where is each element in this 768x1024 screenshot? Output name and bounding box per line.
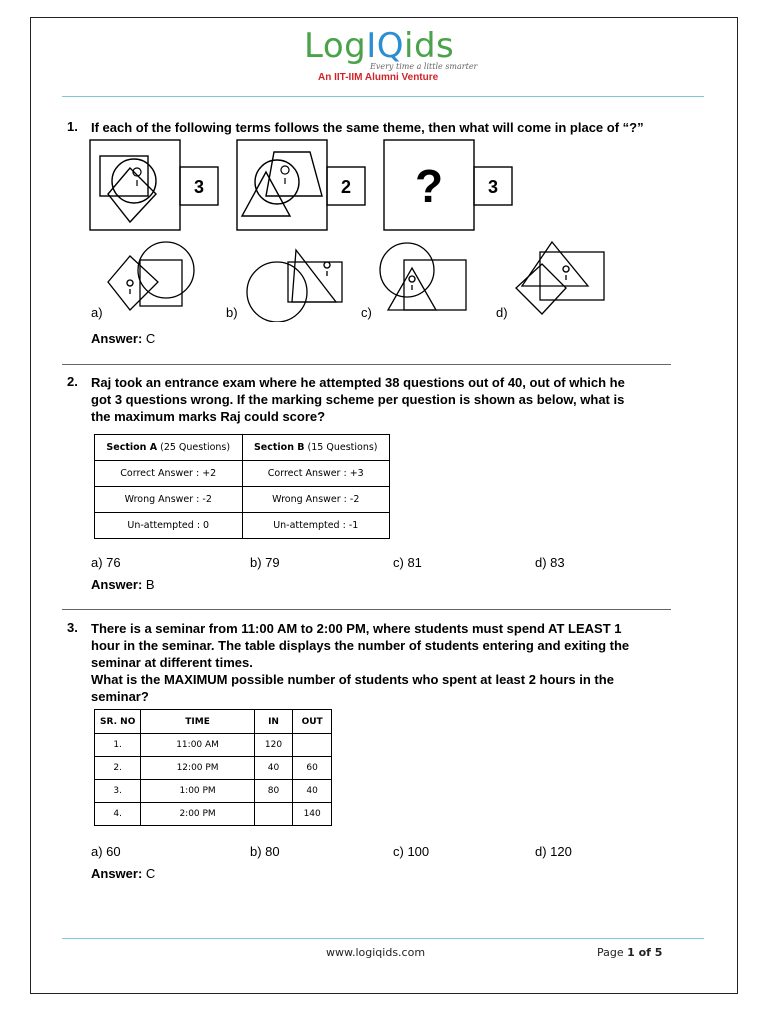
table-row (95, 757, 332, 780)
table-row (95, 780, 332, 803)
q1-term1-number: 3 (193, 177, 205, 197)
q1-term3-number: 3 (487, 177, 499, 197)
table-cell: 140 (293, 803, 332, 826)
q1-option-d: d) (496, 305, 508, 320)
table-header-cell: OUT (293, 710, 332, 734)
table-cell (254, 803, 293, 826)
q1-option-a: a) (91, 305, 103, 320)
q2-answer (91, 577, 155, 592)
table-row (95, 461, 390, 487)
table-cell: 1. (95, 734, 141, 757)
q2-text (91, 374, 691, 425)
q2-number: 2. (67, 374, 78, 389)
table-header-cell: Section B (15 Questions) (242, 435, 390, 461)
table-row (95, 513, 390, 539)
q1-number: 1. (67, 119, 78, 134)
q3-answer (91, 866, 155, 881)
table-cell: 120 (254, 734, 293, 757)
q2-option-c: c) 81 (393, 555, 422, 570)
logo-tagline: Every time a little smarter (370, 62, 478, 71)
table-header-row (95, 435, 390, 461)
table-cell: 60 (293, 757, 332, 780)
q2-answer-label: Answer: (91, 577, 143, 592)
footer-url[interactable]: www.logiqids.com (326, 946, 426, 959)
q3-text-line: There is a seminar from 11:00 AM to 2:00 PM, where students must spend AT LEAST 1 (91, 621, 622, 636)
table-row (95, 803, 332, 826)
q1-option-a-figure (108, 242, 194, 310)
table-cell: Wrong Answer : -2 (95, 487, 243, 513)
table-header-cell: IN (254, 710, 293, 734)
table-cell: Wrong Answer : -2 (242, 487, 390, 513)
table-cell: 80 (254, 780, 293, 803)
q1-option-d-figure (516, 242, 604, 314)
q2-text-line: Raj took an entrance exam where he attempted 38 questions out of 40, out of which he (91, 375, 625, 390)
q1-option-b: b) (226, 305, 238, 320)
logo-iq-accent: IQ (366, 26, 405, 66)
footer-divider (62, 938, 704, 939)
q3-text-line: seminar? (91, 689, 149, 704)
table-row (95, 487, 390, 513)
q2-text-line: got 3 questions wrong. If the marking scheme per question is shown as below, what is (91, 392, 625, 407)
table-cell: 40 (293, 780, 332, 803)
header-divider (62, 96, 704, 97)
table-header-cell: SR. NO (95, 710, 141, 734)
q3-number: 3. (67, 620, 78, 635)
q2-option-b: b) 79 (250, 555, 280, 570)
table-cell: 2:00 PM (141, 803, 254, 826)
q1-option-b-figure (247, 250, 342, 322)
table-cell (293, 734, 332, 757)
page-of: 1 of 5 (627, 946, 663, 959)
table-header-cell: Section A (25 Questions) (95, 435, 243, 461)
page-number: Page 1 of 5 (597, 946, 663, 959)
table-header-row (95, 710, 332, 734)
q1-term-figures (86, 136, 526, 236)
table-cell: Un-attempted : 0 (95, 513, 243, 539)
q2-answer-value: B (145, 577, 155, 592)
q1-option-figures (100, 240, 620, 322)
q3-answer-value: C (145, 866, 156, 881)
q3-option-d: d) 120 (535, 844, 572, 859)
q2-option-a: a) 76 (91, 555, 121, 570)
table-cell: Correct Answer : +3 (242, 461, 390, 487)
q3-students-table (94, 709, 332, 826)
venture-text: An IIT-IIM Alumni Venture (318, 72, 439, 83)
table-cell: 1:00 PM (141, 780, 254, 803)
q2-marking-table (94, 434, 390, 539)
table-header-cell: TIME (141, 710, 254, 734)
table-cell: 11:00 AM (141, 734, 254, 757)
logiqids-logo: LogIQids (304, 26, 455, 66)
q1-question-mark: ? (414, 160, 444, 212)
table-row (95, 734, 332, 757)
table-cell: 12:00 PM (141, 757, 254, 780)
table-cell: Un-attempted : -1 (242, 513, 390, 539)
table-cell: 2. (95, 757, 141, 780)
table-cell: 40 (254, 757, 293, 780)
q1-text: If each of the following terms follows the same theme, then what will come in place of “?” (91, 120, 644, 135)
q3-text-line: seminar at different times. (91, 655, 253, 670)
q2-option-d: d) 83 (535, 555, 565, 570)
q2-text-line: the maximum marks Raj could score? (91, 409, 326, 424)
q1-option-c: c) (361, 305, 372, 320)
table-cell: 4. (95, 803, 141, 826)
q1-answer (91, 331, 155, 346)
q3-answer-label: Answer: (91, 866, 143, 881)
q3-option-c: c) 100 (393, 844, 430, 859)
q1-option-c-figure (380, 243, 466, 310)
table-cell: 3. (95, 780, 141, 803)
q3-option-b: b) 80 (250, 844, 280, 859)
q1-answer-label: Answer: (91, 331, 143, 346)
q3-text (91, 620, 691, 705)
q1-divider (62, 364, 671, 365)
table-cell: Correct Answer : +2 (95, 461, 243, 487)
q1-term2-number: 2 (340, 177, 352, 197)
q3-option-a: a) 60 (91, 844, 121, 859)
q3-text-line: hour in the seminar. The table displays the number of students entering and exiting the (91, 638, 630, 653)
q1-answer-value: C (145, 331, 156, 346)
q2-divider (62, 609, 671, 610)
q3-text-line: What is the MAXIMUM possible number of students who spent at least 2 hours in the (91, 672, 614, 687)
